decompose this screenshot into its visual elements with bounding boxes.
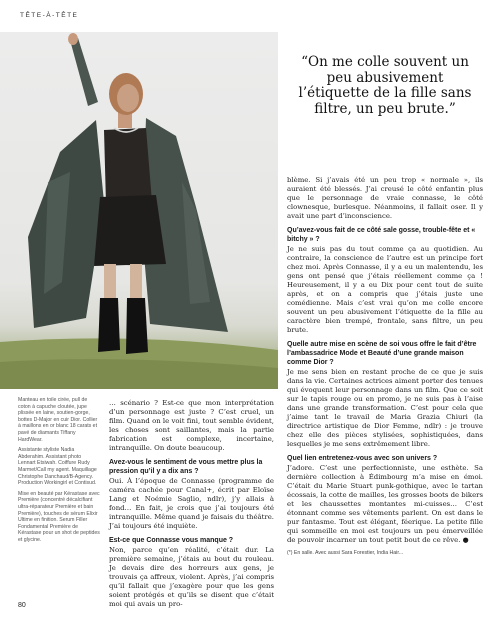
credits-beauty: Mise en beauté par Kérastase avec Première (concentré décalcifiant ultra-réparateur Première et bain Première), touches de sérum Elixir Ultime en finition. Serum Filler Fondamental Première de Kérastase pour un shot de peptides et glycine.	[18, 490, 100, 543]
credits-team: Assistante styliste Nadia Abderahim. Assistant photo Lennart Etsiwah. Coiffure Rudy Marmet/Call my agent. Maquillage Christophe Danchaud/B-Agency. Production Workingirl et Contisud.	[18, 447, 97, 487]
interview-question: Quel lien entretenez-vous avec son univers ?	[287, 455, 438, 462]
credits-outfit: Manteau en toile cirée, pull de coton à capuche cloutée, jupe plissée en laine, soutien-gorge, bottes D-Major en cuir Dior. Collier à maillons en or blanc 18 carats et pavé de diamants Tiffany HardWear.	[18, 397, 98, 443]
article-column-2	[287, 176, 483, 558]
interview-question: Quelle autre mise en scène de soi vous offre le fait d’être l’ambassadrice Mode et Beauté d’une grande maison comme Dior ?	[287, 341, 477, 366]
portrait-photo	[0, 32, 278, 389]
pull-quote: “On me colle souvent un peu abusivement l’étiquette de la fille sans filtre, un peu brute.”	[298, 54, 472, 117]
footnote: (*) En salle. Avec aussi Sara Forestier, India Hair...	[287, 550, 404, 556]
paragraph: Je ne suis pas du tout comme ça au quotidien. Au contraire, la conscience de l’autre est un principe fort chez moi. Après Connasse, il y a eu un malentendu, les gens ont pensé que j’étais réellement comme ça ! Heureusement, il y a eu Dix pour cent tout de suite après, et on a compris que j’étais juste une comédienne. Mais c’est vrai qu’on me colle encore souvent un peu abusivement l’étiquette de la fille au caractère bien trempé, frontale, sans filtre, un peu brute.	[287, 245, 483, 334]
paragraph: J’adore. C’est une perfectionniste, une esthète. Sa dernière collection à Édimbourg m’a mise en émoi. C’était du Marie Stuart punk-gothique, avec le tartan écossais, la cotte de mailles, les grosses boots de bikers et les chaussettes montantes mi-cuisses… C’est étonnant comme ses vêtements parlent. On est dans le pur fantasme. Tout est élégant, féerique. La petite fille qui sommeille en moi est toujours un peu émerveillée de pouvoir incarner un tout petit bout de ce rêve. ●	[287, 464, 483, 544]
section-rubric: TÊTE-À-TÊTE	[20, 12, 79, 19]
page-number: 80	[18, 602, 26, 609]
paragraph: blème. Si j’avais été un peu trop « normale », ils auraient été blessés. J’ai creusé le côté enfantin plus que le personnage de vraie connasse, le côté clownesque, burlesque. Néanmoins, il fallait oser. Il y avait une part d’inconscience.	[287, 176, 483, 220]
photo-credits	[18, 397, 100, 547]
paragraph: Oui. À l’époque de Connasse (programme de caméra cachée pour Canal+, écrit par Eloïse Lang et Noémie Saglio, ndlr), j’y allais à fond… En fait, je crois que j’ai toujours été intranquille. Même quand je faisais du théâtre. J’ai toujours été inquiète.	[109, 477, 274, 530]
interview-question: Est-ce que Connasse vous manque ?	[109, 537, 234, 544]
interview-question: Qu’avez-vous fait de ce côté sale gosse, trouble-fête et « bitchy » ?	[287, 227, 476, 243]
paragraph: Je me sens bien en restant proche de ce que je suis dans la vie. Certaines actrices aiment porter des tenues qui évoquent leur personnage dans un film. Que ce soit sur le tapis rouge ou en promo, je ne suis pas à l’aise dans une grande transformation. C’est pour cela que j’aime tant le travail de Maria Grazia Chiuri (la directrice artistique de Dior Femme, ndlr) : je trouve chez elle des pièces stylisées, sophistiquées, dans lesquelles je me sens extrêmement libre.	[287, 368, 483, 448]
woman-in-coat-illustration	[0, 32, 278, 389]
article-column-1	[109, 399, 274, 613]
paragraph: Non, parce qu’en réalité, c’était dur. La première semaine, j’étais au bout du rouleau. Je devais dire des horreurs aux gens, je trouvais ça affreux, violent. Après, j’ai compris qu’il fallait que j’exagère pour que les gens soient protégés et qu’ils se disent que c’était moi qui avais un pro-	[109, 546, 274, 608]
interview-question: Avez-vous le sentiment de vous mettre plus la pression qu’il y a dix ans ?	[109, 459, 263, 475]
paragraph: … scénario ? Est-ce que mon interprétation d’un personnage est juste ? C’est cruel, un film. Quand on le voit fini, tout semble évident, les choses sont saillantes, mais la partie fabrication est complexe, incertaine, intranquille. On doute beaucoup.	[109, 399, 274, 452]
